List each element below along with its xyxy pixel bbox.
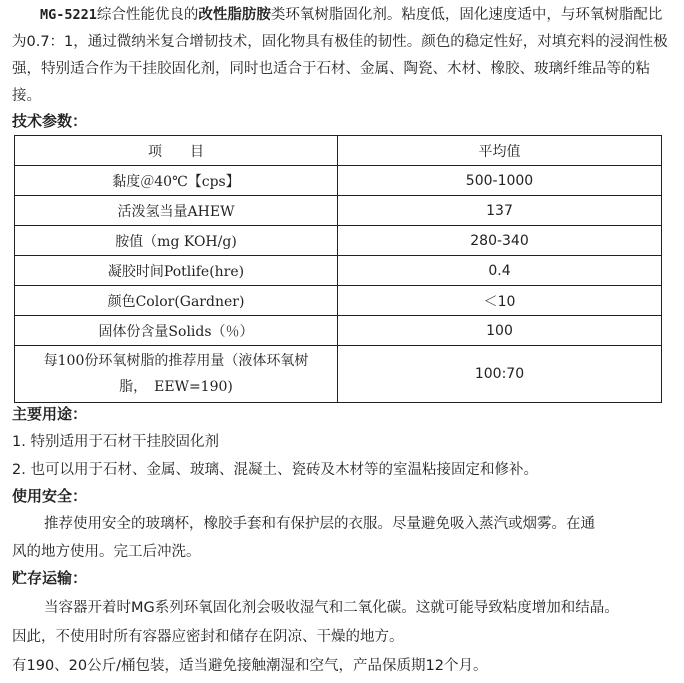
tech-params-table [14,135,662,403]
param-value: ＜10 [338,286,662,316]
table-row [15,256,662,286]
storage-line-2: 因此，不使用时所有容器应密封和储存在阴凉、干燥的地方。 [12,629,404,645]
param-name-line2: 脂， EEW=190) [119,379,233,395]
intro-paragraph [12,2,672,110]
header-average: 平均值 [338,136,662,166]
intro-text-1: 综合性能优良的 [96,7,199,23]
table-header-row [15,136,662,166]
table-row [15,346,662,403]
param-name-line1: 每100份环氧树脂的推荐用量（液体环氧树 [43,353,309,369]
storage-heading: 贮存运输： [12,569,88,587]
usage-heading: 主要用途： [12,405,88,423]
safety-heading: 使用安全： [12,487,88,505]
table-row [15,226,662,256]
safety-line-1: 推荐使用安全的玻璃杯，橡胶手套和有保护层的衣服。尽量避免吸入蒸汽或烟雾。在通 [44,516,595,532]
storage-line-3: 有190、20公斤/桶包装，适当避免接触潮湿和空气，产品保质期12个月。 [12,658,488,674]
param-name: 凝胶时间Potlife(hre) [15,256,338,286]
intro-emphasis: 改性脂肪胺 [198,7,271,23]
param-value: 100:70 [338,346,662,403]
intro-text-2: 类环氧树脂固化剂。粘度低，固化速度适中，与环氧树脂配比为0.7：1，通过微纳米复合增韧技术，固化物具有极佳的韧性。颜色的稳定性好，对填充料的浸润性极强，特别适合作为干挂胶固化剂，同时也适合于石材、金属、陶瓷、木材、橡胶、玻璃纤维品等的粘接。 [12,7,668,104]
param-name: 颜色Color(Gardner) [15,286,338,316]
table-row [15,286,662,316]
param-value: 137 [338,196,662,226]
table-row [15,196,662,226]
tech-params-heading: 技术参数： [12,112,88,130]
safety-line-2: 风的地方使用。完工后冲洗。 [12,544,201,560]
param-name: 活泼氢当量AHEW [15,196,338,226]
product-code: MG-5221 [40,7,97,23]
param-name: 固体份含量Solids（％） [15,316,338,346]
table-row [15,316,662,346]
param-name [15,346,338,403]
usage-item-2: 2. 也可以用于石材、金属、玻璃、混凝土、瓷砖及木材等的室温粘接固定和修补。 [12,462,538,478]
param-value: 100 [338,316,662,346]
usage-item-1: 1. 特别适用于石材干挂胶固化剂 [12,434,219,450]
storage-line-1: 当容器开着时MG系列环氧固化剂会吸收湿气和二氧化碳。这就可能导致粘度增加和结晶。 [44,600,619,616]
header-item: 项 目 [15,136,338,166]
param-name: 黏度＠40℃【cps】 [15,166,338,196]
param-value: 0.4 [338,256,662,286]
table-row [15,166,662,196]
param-name: 胺值（mg KOH/g) [15,226,338,256]
param-value: 280-340 [338,226,662,256]
param-value: 500-1000 [338,166,662,196]
